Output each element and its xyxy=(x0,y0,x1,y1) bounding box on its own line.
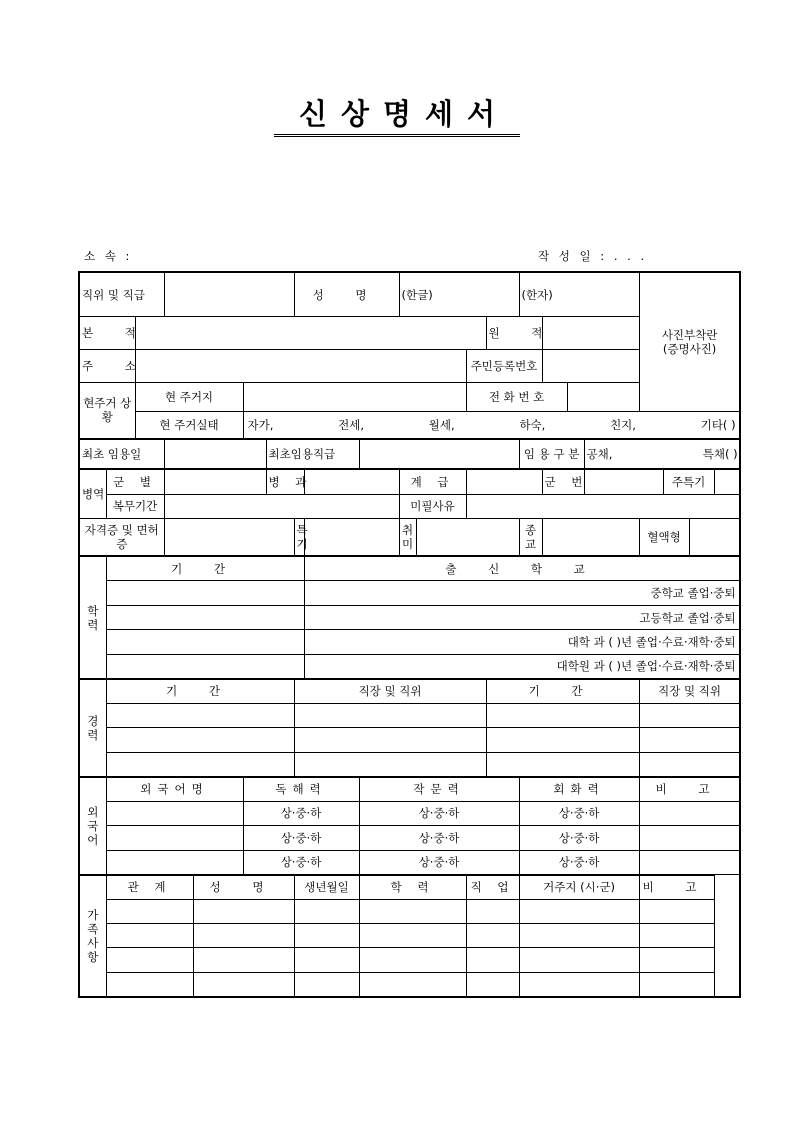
writing-header: 작문력 xyxy=(359,777,519,801)
first-hire-date-field[interactable] xyxy=(164,439,266,469)
special-skill-label: 특기 xyxy=(294,519,304,557)
military-specialty-label: 병 과 xyxy=(266,469,304,494)
family-residence-field[interactable] xyxy=(519,972,639,997)
family-job-field[interactable] xyxy=(466,899,519,923)
residence-status-label: 현주거 상황 xyxy=(79,382,135,439)
family-name-field[interactable] xyxy=(193,948,294,972)
hometown-label: 본 적 xyxy=(79,317,135,350)
career-workplace-field[interactable] xyxy=(294,703,486,727)
writing-level[interactable]: 상·중·하 xyxy=(359,850,519,874)
family-remarks-header: 비 고 xyxy=(639,875,714,899)
family-education-header: 학 력 xyxy=(359,875,466,899)
family-education-field[interactable] xyxy=(359,923,466,947)
career-period-field[interactable] xyxy=(106,703,294,727)
service-period-field[interactable] xyxy=(164,494,399,518)
first-hire-grade-label: 최초임용직급 xyxy=(266,439,359,469)
position-grade-field[interactable] xyxy=(164,272,294,317)
reading-level[interactable]: 상·중·하 xyxy=(243,850,359,874)
residence-option-own[interactable]: 자가, xyxy=(247,418,274,433)
language-name-field[interactable] xyxy=(106,801,243,825)
blood-type-field[interactable] xyxy=(689,519,740,557)
military-rank-field[interactable] xyxy=(466,469,542,494)
main-skill-label: 주특기 xyxy=(663,469,714,494)
photo-label: 사진부착란 xyxy=(661,328,718,343)
education-period-field[interactable] xyxy=(106,605,304,629)
origin-field[interactable] xyxy=(542,317,639,350)
religion-label: 종교 xyxy=(519,519,542,557)
resident-number-field[interactable] xyxy=(542,349,639,382)
license-label: 자격증 및 면허증 xyxy=(79,519,164,557)
blood-type-label: 혈액형 xyxy=(639,519,689,557)
family-residence-field[interactable] xyxy=(519,948,639,972)
family-birth-field[interactable] xyxy=(294,948,359,972)
exempt-reason-field[interactable] xyxy=(466,494,740,518)
address-label: 주 소 xyxy=(79,349,135,382)
career-period-field[interactable] xyxy=(106,752,294,776)
reading-level[interactable]: 상·중·하 xyxy=(243,801,359,825)
residence-option-relative[interactable]: 친지, xyxy=(610,418,636,433)
hobby-label: 취미 xyxy=(399,519,416,557)
military-branch-field[interactable] xyxy=(164,469,266,494)
address-field[interactable] xyxy=(135,349,466,382)
career-workplace-field[interactable] xyxy=(639,752,740,776)
language-remarks-field[interactable] xyxy=(639,850,740,874)
residence-type-label: 현 주거실태 xyxy=(135,412,243,440)
family-name-field[interactable] xyxy=(193,899,294,923)
hire-option-public[interactable]: 공채, xyxy=(586,446,613,461)
hire-type-label: 임 용 구 분 xyxy=(519,439,584,469)
photo-sublabel: (증명사진) xyxy=(662,342,717,357)
family-residence-header: 거주지 (시·군) xyxy=(519,875,639,899)
speaking-level[interactable]: 상·중·하 xyxy=(519,826,639,850)
family-job-field[interactable] xyxy=(466,972,519,997)
family-name-header: 성 명 xyxy=(193,875,294,899)
exempt-reason-label: 미필사유 xyxy=(399,494,466,518)
main-skill-field[interactable] xyxy=(714,469,740,494)
family-birth-header: 생년월일 xyxy=(294,875,359,899)
personal-info-form xyxy=(78,271,741,998)
family-education-field[interactable] xyxy=(359,972,466,997)
military-label: 병역 xyxy=(79,469,106,519)
writing-level[interactable]: 상·중·하 xyxy=(359,801,519,825)
career-workplace-field[interactable] xyxy=(294,752,486,776)
language-remarks-header: 비 고 xyxy=(639,777,740,801)
family-relation-field[interactable] xyxy=(106,899,193,923)
military-number-field[interactable] xyxy=(584,469,663,494)
special-skill-field[interactable] xyxy=(304,519,399,557)
family-residence-field[interactable] xyxy=(519,899,639,923)
career-period-header-2: 기 간 xyxy=(486,679,639,703)
language-remarks-field[interactable] xyxy=(639,826,740,850)
phone-field[interactable] xyxy=(567,382,639,412)
career-workplace-header: 직장 및 직위 xyxy=(294,679,486,703)
education-row-graduate[interactable]: 대학원 과 ( )년 졸업·수료·재학·중퇴 xyxy=(304,654,740,678)
education-row-middle[interactable]: 중학교 졸업·중퇴 xyxy=(304,581,740,605)
family-relation-field[interactable] xyxy=(106,923,193,947)
page-title-block xyxy=(0,96,794,141)
family-relation-field[interactable] xyxy=(106,972,193,997)
hire-type-options[interactable] xyxy=(584,439,740,469)
residence-type-options[interactable] xyxy=(243,412,740,440)
current-residence-label: 현 주거지 xyxy=(135,382,243,412)
language-name-field[interactable] xyxy=(106,850,243,874)
family-job-field[interactable] xyxy=(466,948,519,972)
residence-option-jeonse[interactable]: 전세, xyxy=(338,418,365,433)
education-period-field[interactable] xyxy=(106,581,304,605)
family-relation-header: 관 계 xyxy=(106,875,193,899)
language-name-field[interactable] xyxy=(106,826,243,850)
family-remarks-field[interactable] xyxy=(639,972,714,997)
name-hanja-label[interactable]: (한자) xyxy=(519,272,639,317)
military-rank-label: 계 급 xyxy=(399,469,466,494)
hometown-field[interactable] xyxy=(135,317,486,350)
title-double-underline xyxy=(274,134,520,141)
first-hire-grade-field[interactable] xyxy=(359,439,519,469)
page-title: 신상명세서 xyxy=(298,97,510,131)
name-korean-label[interactable]: (한글) xyxy=(399,272,519,317)
residence-option-boarding[interactable]: 하숙, xyxy=(519,418,546,433)
career-period-field[interactable] xyxy=(486,728,639,752)
family-birth-field[interactable] xyxy=(294,972,359,997)
family-education-field[interactable] xyxy=(359,948,466,972)
family-birth-field[interactable] xyxy=(294,899,359,923)
photo-area[interactable] xyxy=(639,272,740,412)
resident-number-label: 주민등록번호 xyxy=(466,349,542,382)
residence-option-other[interactable]: 기타( ) xyxy=(700,418,736,433)
hobby-field[interactable] xyxy=(416,519,519,557)
affiliation-label: 소 속 : xyxy=(84,249,133,263)
family-remarks-field[interactable] xyxy=(639,923,714,947)
career-period-field[interactable] xyxy=(486,703,639,727)
language-label: 외국어 xyxy=(79,777,106,875)
education-period-field[interactable] xyxy=(106,630,304,654)
reading-level[interactable]: 상·중·하 xyxy=(243,826,359,850)
family-name-field[interactable] xyxy=(193,923,294,947)
family-birth-field[interactable] xyxy=(294,923,359,947)
writing-level[interactable]: 상·중·하 xyxy=(359,826,519,850)
speaking-level[interactable]: 상·중·하 xyxy=(519,850,639,874)
license-field[interactable] xyxy=(164,519,294,557)
career-period-field[interactable] xyxy=(486,752,639,776)
origin-label: 원 적 xyxy=(486,317,542,350)
speaking-level[interactable]: 상·중·하 xyxy=(519,801,639,825)
service-period-label: 복무기간 xyxy=(106,494,164,518)
hire-option-special[interactable]: 특채( ) xyxy=(702,446,738,461)
first-hire-date-label: 최초 임용일 xyxy=(79,439,164,469)
family-remarks-field[interactable] xyxy=(639,899,714,923)
family-relation-field[interactable] xyxy=(106,948,193,972)
career-period-field[interactable] xyxy=(106,728,294,752)
religion-field[interactable] xyxy=(542,519,639,557)
career-workplace-field[interactable] xyxy=(639,728,740,752)
residence-option-monthly[interactable]: 월세, xyxy=(428,418,455,433)
career-label: 경 력 xyxy=(79,679,106,777)
education-label: 학 력 xyxy=(79,556,106,678)
family-label: 가족사항 xyxy=(79,875,106,997)
family-remarks-field[interactable] xyxy=(639,948,714,972)
education-row-university[interactable]: 대학 과 ( )년 졸업·수료·재학·중퇴 xyxy=(304,630,740,654)
position-grade-label: 직위 및 직급 xyxy=(79,272,164,317)
education-row-high[interactable]: 고등학교 졸업·중퇴 xyxy=(304,605,740,629)
phone-label: 전 화 번 호 xyxy=(466,382,567,412)
name-label: 성 명 xyxy=(294,272,399,317)
reading-header: 독해력 xyxy=(243,777,359,801)
military-specialty-field[interactable] xyxy=(304,469,399,494)
career-workplace-field[interactable] xyxy=(294,728,486,752)
education-period-header: 기 간 xyxy=(106,556,304,580)
language-remarks-field[interactable] xyxy=(639,801,740,825)
military-branch-label: 군 별 xyxy=(106,469,164,494)
family-job-header: 직 업 xyxy=(466,875,519,899)
career-period-header: 기 간 xyxy=(106,679,294,703)
family-residence-field[interactable] xyxy=(519,923,639,947)
family-education-field[interactable] xyxy=(359,899,466,923)
date-label: 작 성 일 : . . . xyxy=(538,249,648,263)
education-school-header: 출 신 학 교 xyxy=(304,556,740,580)
family-job-field[interactable] xyxy=(466,923,519,947)
speaking-header: 회화력 xyxy=(519,777,639,801)
family-name-field[interactable] xyxy=(193,972,294,997)
career-workplace-header-2: 직장 및 직위 xyxy=(639,679,740,703)
education-period-field[interactable] xyxy=(106,654,304,678)
current-residence-field[interactable] xyxy=(243,382,466,412)
military-number-label: 군 번 xyxy=(542,469,584,494)
language-name-header: 외국어명 xyxy=(106,777,243,801)
career-workplace-field[interactable] xyxy=(639,703,740,727)
